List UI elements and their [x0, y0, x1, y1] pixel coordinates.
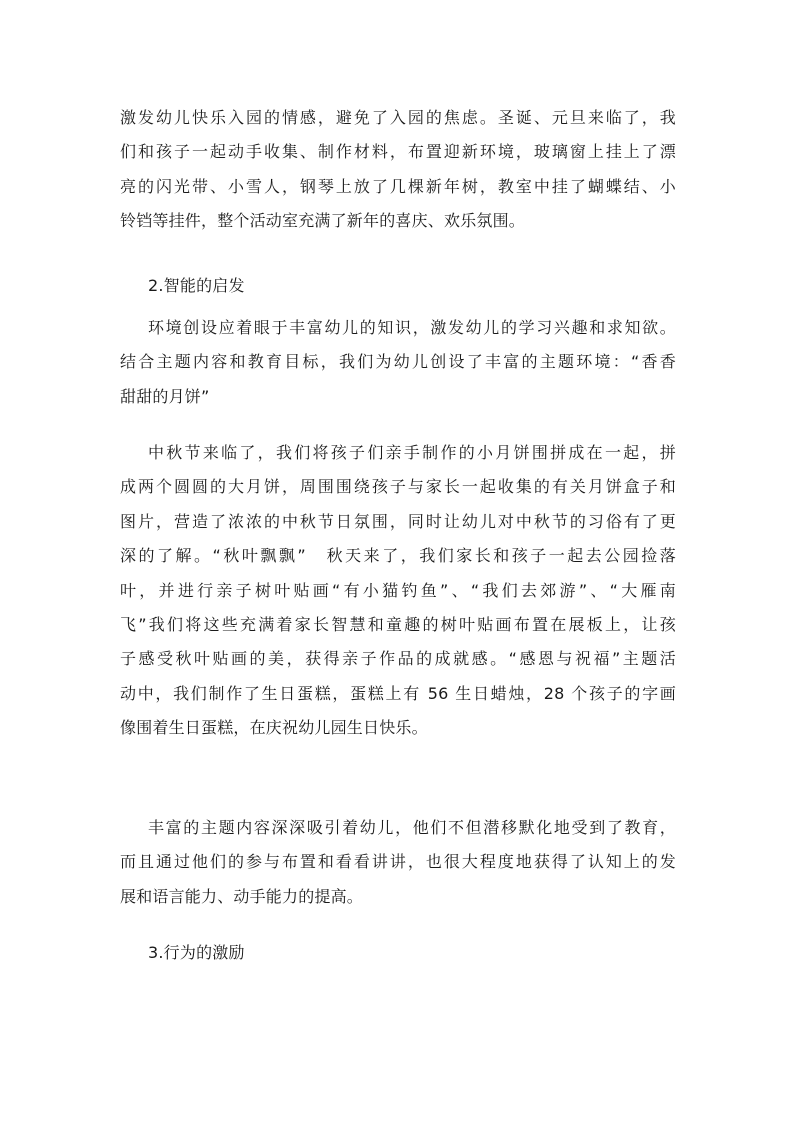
text-line: 铃铛等挂件，整个活动室充满了新年的喜庆、欢乐氛围。 — [120, 211, 526, 231]
text-line: 飞”我们将这些充满着家长智慧和童趣的树叶贴画布置在展板上，让孩 — [120, 615, 676, 635]
text-line: 像围着生日蛋糕，在庆祝幼儿园生日快乐。 — [120, 718, 428, 738]
text-line: 叶，并进行亲子树叶贴画“有小猫钓鱼”、“我们去郊游”、“大雁南 — [120, 580, 676, 600]
text-line: 动中，我们制作了生日蛋糕，蛋糕上有 56 生日蜡烛，28 个孩子的字画 — [120, 683, 676, 703]
text-line: 成两个圆圆的大月饼，周围围绕孩子与家长一起收集的有关月饼盒子和 — [120, 477, 676, 497]
section-heading-2 — [120, 269, 676, 303]
text-line: 甜甜的月饼” — [120, 386, 210, 406]
text-line: 环境创设应着眼于丰富幼儿的知识，激发幼儿的学习兴趣和求知欲。 — [148, 318, 676, 337]
text-line: 子感受秋叶贴画的美，获得亲子作品的成就感。“感恩与祝福”主题活 — [120, 649, 676, 669]
text-line: 们和孩子一起动手收集、制作材料，布置迎新环境，玻璃窗上挂上了漂 — [120, 142, 676, 162]
heading-text: 3.行为的激励 — [148, 943, 245, 962]
text-line: 展和语言能力、动手能力的提高。 — [120, 886, 364, 906]
text-line: 亮的闪光带、小雪人，钢琴上放了几棵新年树，教室中挂了蝴蝶结、小 — [120, 176, 676, 196]
text-line: 结合主题内容和教育目标，我们为幼儿创设了丰富的主题环境：“香香 — [120, 352, 676, 372]
text-line: 激发幼儿快乐入园的情感，避免了入园的焦虑。圣诞、元旦来临了，我 — [120, 108, 676, 127]
text-line: 而且通过他们的参与布置和看看讲讲，也很大程度地获得了认知上的发 — [120, 852, 676, 872]
section-heading-3 — [120, 936, 676, 970]
text-line: 图片，营造了浓浓的中秋节日氛围，同时让幼儿对中秋节的习俗有了更 — [120, 511, 676, 531]
text-line: 深的了解。“秋叶飘飘” 秋天来了，我们家长和孩子一起去公园捡落 — [120, 546, 676, 566]
paragraph-4 — [120, 811, 676, 914]
text-line: 丰富的主题内容深深吸引着幼儿，他们不但潜移默化地受到了教育， — [148, 818, 676, 837]
heading-text: 2.智能的启发 — [148, 276, 245, 295]
paragraph-3 — [120, 436, 676, 746]
paragraph-2 — [120, 311, 676, 414]
paragraph-1 — [120, 101, 676, 239]
text-line: 中秋节来临了，我们将孩子们亲手制作的小月饼围拼成在一起，拼 — [148, 443, 676, 462]
